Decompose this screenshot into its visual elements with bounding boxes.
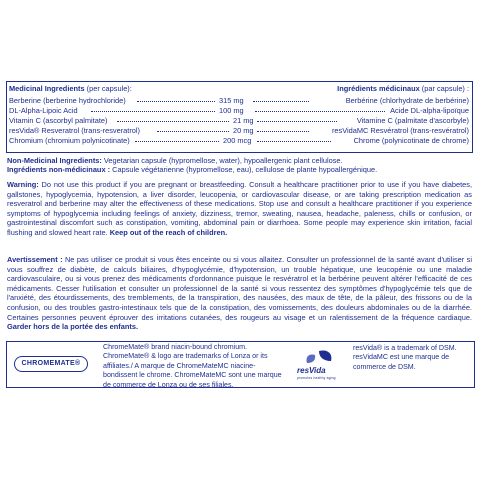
leader-dots <box>91 111 215 112</box>
ingredient-row <box>7 106 472 115</box>
non-medicinal-fr <box>7 165 377 174</box>
ingredient-amount: 100 mg <box>219 106 244 115</box>
ingredient-amount: 21 mg <box>233 116 254 125</box>
warning-label: Warning: <box>7 180 39 189</box>
leader-dots <box>257 141 331 142</box>
ingredient-row <box>7 116 472 125</box>
header-fr: Ingrédients médicinaux <box>337 84 420 93</box>
ingredient-en: Vitamin C (ascorbyl palmitate) <box>9 116 108 125</box>
ingredient-row <box>7 96 472 105</box>
resvida-wordmark: resVida <box>297 366 326 375</box>
non-medicinal-en-text: Vegetarian capsule (hypromellose, water), hypoallergenic plant cellulose. <box>101 156 343 165</box>
ingredient-amount: 20 mg <box>233 126 254 135</box>
leader-dots <box>137 101 215 102</box>
non-medicinal-fr-label: Ingrédients non-médicinaux : <box>7 165 111 174</box>
header-en-suffix: (per capsule): <box>84 84 132 93</box>
ingredient-fr: resVidaMC Resvératrol (trans-resvératrol) <box>331 126 469 135</box>
warning-paragraph <box>7 180 472 238</box>
ingredient-row <box>7 136 472 145</box>
ingredient-en: DL-Alpha-Lipoic Acid <box>9 106 78 115</box>
warning-keep-out: Keep out of the reach of children. <box>109 227 228 237</box>
ingredient-row <box>7 126 472 135</box>
warning-text: Do not use this product if you are pregnant or breastfeeding. Consult a healthcare practitioner prior to use if you have diabetes, gallstones, hypoglycemia, hypotension, a liver disorder, leucopenia, or cardiovascular disease, or are taking prescription medication as resveratrol and berberine may alter the effectiveness of these medications. Stop use and consult a healthcare practitioner if you experience symptoms of hypoglycemia including feelings of anxiety, dizziness, tremor, sweating, nausea, headache, paleness, chills or confusion, or gastrointestinal discomfort such as constipation, vomiting, abdominal pain or diarrhoea. Some people may experience skin irritation, facial flushing and slowed heart rate. <box>7 180 472 237</box>
leader-dots <box>157 131 229 132</box>
leader-dots <box>117 121 229 122</box>
ingredient-en: resVida® Resveratrol (trans-resveratrol) <box>9 126 140 135</box>
ingredient-amount: 315 mg <box>219 96 244 105</box>
non-medicinal-en-label: Non-Medicinal Ingredients: <box>7 156 102 165</box>
avertissement-paragraph <box>7 255 472 332</box>
medicinal-ingredients-table <box>6 81 473 153</box>
chromemate-trademark-text: ChromeMate® brand niacin-bound chromium. ChromeMate® & logo are trademarks of Lonza or its affiliates./ A marque de ChromeMateMC niacine-bondissent le chrome. ChromeMateMC sont une marque de commerce de Lonza ou de ses filiales. <box>103 343 282 389</box>
ingredient-en: Chromium (chromium polynicotinate) <box>9 136 130 145</box>
chromemate-logo: CHROMEMATE® <box>14 356 88 372</box>
header-fr-suffix: (par capsule) : <box>419 84 469 93</box>
header-en: Medicinal Ingredients <box>9 84 85 93</box>
leader-dots <box>253 101 309 102</box>
leader-dots <box>257 121 337 122</box>
ingredients-header-row <box>7 84 472 93</box>
leader-dots <box>255 111 385 112</box>
avertissement-label: Avertissement : <box>7 255 63 264</box>
resvida-trademark-text: resVida® is a trademark of DSM. resVidaMC est une marque de commerce de DSM. <box>353 344 457 371</box>
ingredient-fr: Vitamine C (palmitate d'ascorbyle) <box>356 116 469 125</box>
resvida-logo <box>293 347 341 383</box>
non-medicinal-fr-text: Capsule végétarienne (hypromellose, eau), cellulose de plante hypoallergénique. <box>110 165 378 174</box>
avertissement-keep-out: Garder hors de la portée des enfants. <box>7 322 139 332</box>
ingredient-amount: 200 mcg <box>223 136 252 145</box>
ingredient-fr: Acide DL-alpha-lipoïque <box>390 106 469 115</box>
non-medicinal-en <box>7 156 343 165</box>
leader-dots <box>135 141 219 142</box>
resvida-tagline: promotes healthy aging <box>297 376 336 380</box>
ingredient-en: Berberine (berberine hydrochloride) <box>9 96 126 105</box>
avertissement-text: Ne pas utiliser ce produit si vous êtes enceinte ou si vous allaitez. Consulter un professionnel de la santé avant d'utiliser si vous souffrez de diabète, de calculs biliaires, d'hypoglycémie, d'hypotension, un trouble hépatique, une leucopénie ou une maladie cardiovasculaire, ou si vous prenez des médicaments d'ordonnance puisque le resvératrol et la berbérine peuvent altérer l'efficacité de ces médicaments. Cesser l'utilisation et consulter un professionnel de la santé si vous ressentez des symptômes d'hypoglycémie tels que de l'anxiété, des étourdissements, des tremblements, de la transpiration, des nausées, des maux de tête, de la pâleur, des frissons ou de la confusion, ou des troubles gastro-intestinaux tels que de la constipation, des vomissements, des douleurs abdominales ou de la diarrhée. Certaines personnes peuvent éprouver des irritations cutanées, des rougeurs au visage et un ralentissement de la fréquence cardiaque. <box>7 255 472 322</box>
ingredient-fr: Berbérine (chlorhydrate de berbérine) <box>345 96 469 105</box>
leader-dots <box>257 131 309 132</box>
ingredient-fr: Chrome (polynicotinate de chrome) <box>353 136 469 145</box>
